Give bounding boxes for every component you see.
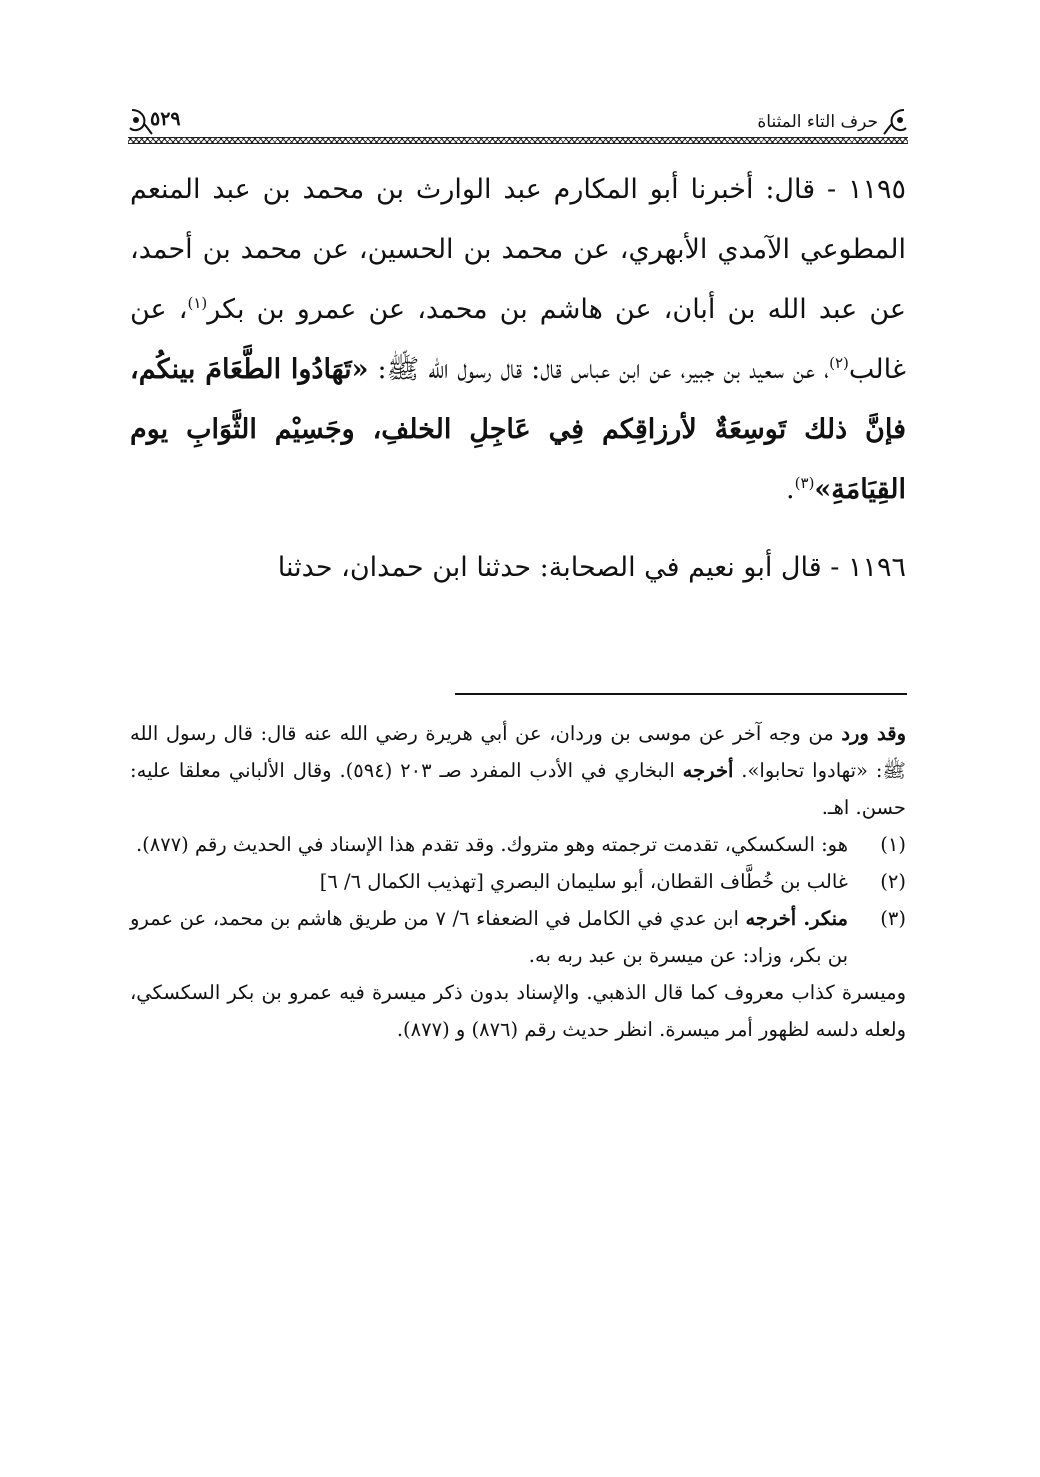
hadith-isnad: - قال: أخبرنا أبو المكارم عبد الوارث بن محمد بن عبد المنعم المطوعي الآمدي الأبهري، عن محمد بن الحسين، عن محمد بن أحمد، عن عبد الله بن أبان، عن هاشم بن محمد، عن عمرو بن بكر <box>130 174 906 325</box>
hadith-end-mark: . <box>786 474 795 505</box>
hadith-number: ١١٩٦ <box>847 552 906 583</box>
hadith-number: ١١٩٥ <box>847 174 906 205</box>
header-decorative-rule <box>128 137 908 144</box>
footnote-bold-lead: منكر. أخرجه <box>745 907 848 930</box>
footnote-number: (٢) <box>880 870 906 893</box>
main-text <box>130 160 906 598</box>
footnotes <box>130 715 906 1048</box>
chapter-title: حرف التاء المثناة <box>757 112 878 132</box>
footnote-3-continuation: وميسرة كذاب معروف كما قال الذهبي. والإسناد بدون ذكر ميسرة فيه عمرو بن بكر السكسكي، ولعله دلسه لظهور أمر ميسرة. انظر حديث رقم (٨٧٦) و (٨٧٧). <box>130 981 906 1041</box>
footnote-item-2 <box>130 863 906 900</box>
footnote-bold-lead: وقد ورد <box>841 722 906 745</box>
footnote-text: من وجه آخر عن موسى بن وردان، عن أبي هريرة رضي الله عنه قال: قال رسول الله ﷺ: «تهادوا تحابوا». <box>130 722 906 782</box>
footnote-separator <box>455 693 907 695</box>
hadith-matn: «تَهَادُوا الطَّعَامَ بينكُم، فإنَّ ذلك تَوسِعَةٌ لأرزاقِكم فِي عَاجِلِ الخلفِ، وجَسِيْم الثَّوَابِ يوم القِيَامَةِ» <box>130 354 906 505</box>
footnote-text: ابن عدي في الكامل في الضعفاء ٦/ ٧ من طريق هاشم بن محمد، عن عمرو بن بكر، وزاد: عن ميسرة بن عبد ربه به. <box>130 907 848 967</box>
footnote-bold-mid: أخرجه <box>682 759 734 782</box>
footnote-text: غالب بن خُطَّاف القطان، أبو سليمان البصري [تهذيب الكمال ٦/ ٦] <box>319 870 848 893</box>
footnote-item-1 <box>130 826 906 863</box>
footnote-text: هو: السكسكي، تقدمت ترجمته وهو متروك. وقد تقدم هذا الإسناد في الحديث رقم (٨٧٧). <box>135 833 848 856</box>
footnote-ref-3[interactable]: (٣) <box>794 474 815 492</box>
footnote-ref-1[interactable]: (١) <box>187 294 208 312</box>
footnote-number: (٣) <box>880 907 906 930</box>
footnote-number: (١) <box>880 833 906 856</box>
footnote-item-3 <box>130 900 906 974</box>
hadith-isnad-continued: ، عن غالب <box>130 294 906 385</box>
hadith-1195 <box>130 160 906 520</box>
footnote-continuation <box>130 715 906 826</box>
header-ornament-icon <box>882 106 908 136</box>
hadith-1196 <box>130 538 906 598</box>
hadith-text: - قال أبو نعيم في الصحابة: حدثنا ابن حمدان، حدثنا <box>277 552 848 583</box>
footnote-ref-2[interactable]: (٢) <box>829 354 849 372</box>
hadith-isnad-end: ، عن سعيد بن جبير، عن ابن عباس قال: قال رسول الله ﷺ: <box>368 354 830 385</box>
header-ornament-icon <box>128 106 154 136</box>
running-header <box>128 104 908 146</box>
footnote-text: البخاري في الأدب المفرد صـ ٢٠٣ (٥٩٤). وقال الألباني معلقا عليه: حسن. اهـ. <box>130 759 906 819</box>
page-number: ٥٢٩ <box>150 108 181 130</box>
